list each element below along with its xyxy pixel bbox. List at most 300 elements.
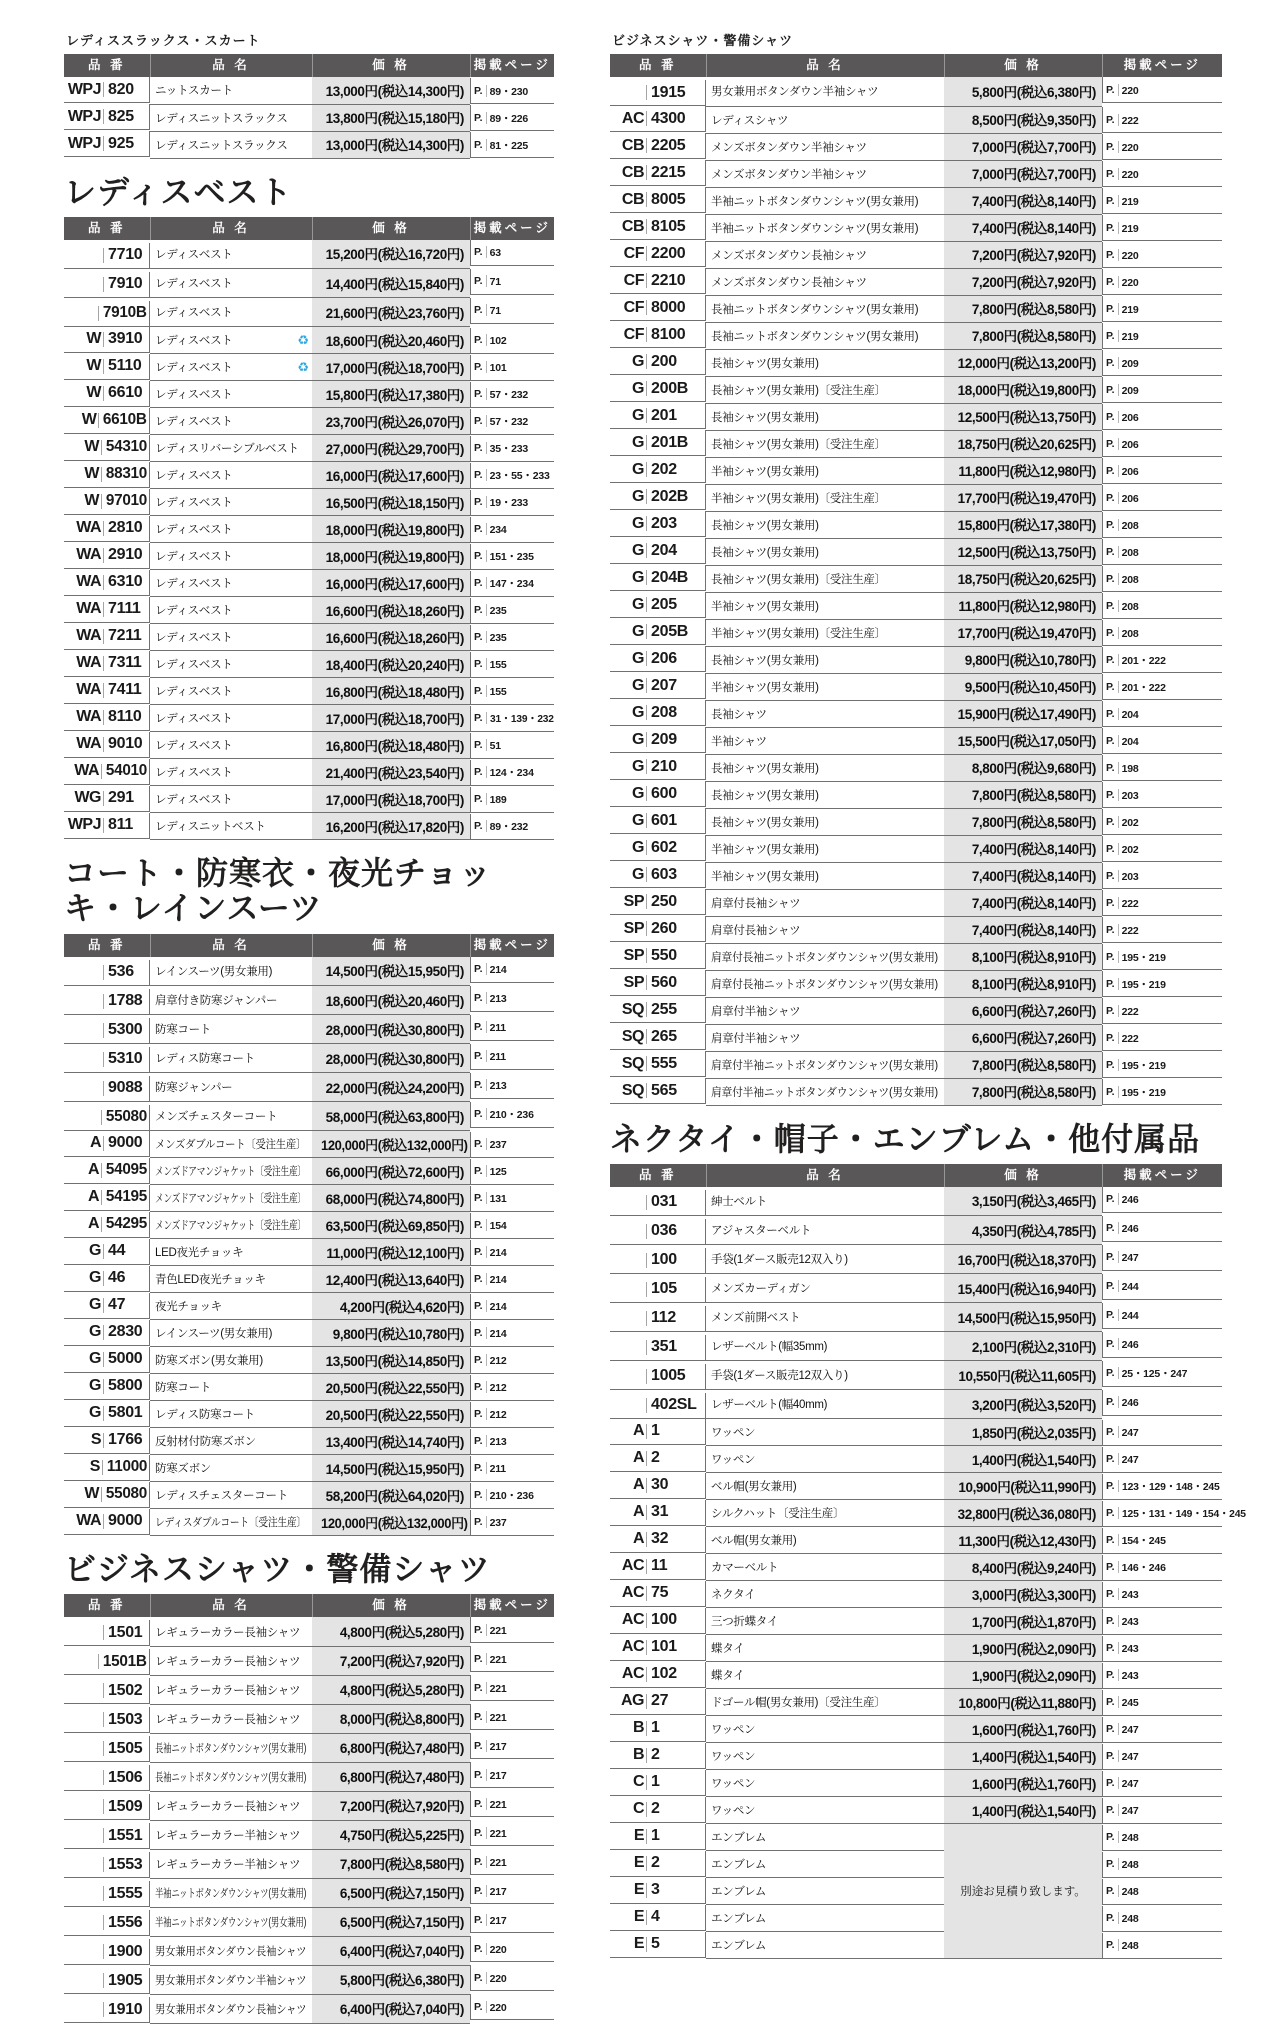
item-price: 17,000円(税込18,700円) [325, 711, 464, 727]
page-ref-cell [1102, 1879, 1222, 1905]
item-name-cell [706, 592, 944, 619]
page-divider [486, 1273, 487, 1285]
item-code-number: 75 [651, 1584, 669, 1602]
item-name: レディスベスト [155, 632, 233, 645]
code-divider [646, 1029, 647, 1044]
page-ref-label: P. [1106, 464, 1115, 477]
page-ref-cell [470, 269, 554, 295]
page-ref-label: P. [1106, 1280, 1115, 1293]
code-divider [103, 1352, 104, 1367]
item-price: 5,800円(税込6,380円) [339, 1973, 464, 1989]
item-code-cell [610, 1527, 706, 1553]
item-code-cell [64, 131, 150, 157]
item-code-number: 1556 [108, 1913, 143, 1931]
table-row [610, 727, 1222, 754]
table-row [64, 1646, 554, 1675]
item-code-prefix: AC [621, 1611, 644, 1629]
page-divider [1118, 411, 1119, 423]
item-code-cell [610, 592, 706, 618]
page-divider [1118, 978, 1119, 990]
item-code-cell [64, 1131, 150, 1157]
item-code-cell [64, 597, 150, 623]
item-name-cell [150, 1820, 312, 1849]
page-ref-cell [1102, 1744, 1222, 1770]
table-row [610, 1078, 1222, 1105]
item-name: 長袖ニットボタンダウンシャツ(男女兼用) [711, 330, 919, 343]
item-code-cell [610, 187, 706, 213]
table-row [610, 1743, 1222, 1770]
item-price-cell [312, 1131, 470, 1158]
page-divider [1118, 1396, 1119, 1408]
table-row [610, 1905, 1222, 1932]
table-row [610, 1824, 1222, 1851]
page-ref-numbers: 247 [1121, 1805, 1139, 1818]
item-code-cell [64, 1678, 150, 1704]
item-name-cell [706, 1216, 944, 1245]
item-name-cell [150, 1455, 312, 1482]
page-ref-cell [1102, 647, 1222, 673]
item-code-prefix: AC [621, 109, 644, 127]
item-name-cell [706, 160, 944, 187]
item-price: 7,000円(税込7,700円) [971, 167, 1096, 182]
item-price: 10,800円(税込11,880円) [958, 1695, 1096, 1711]
item-code-number: 601 [651, 811, 677, 829]
item-code-number: 260 [651, 919, 677, 937]
page-ref-cell [1102, 917, 1222, 943]
page-divider [1118, 1480, 1119, 1492]
code-divider [103, 737, 104, 752]
item-code-prefix: C [632, 1773, 644, 1791]
price-table [610, 54, 1222, 1106]
item-price: 3,200円(税込3,520円) [971, 1397, 1096, 1413]
table-row [64, 489, 554, 516]
item-name: 手袋(1ダース販売12双入り) [711, 1370, 848, 1383]
table-row [610, 349, 1222, 376]
page-divider [486, 139, 487, 151]
table-row [610, 1932, 1222, 1959]
page-ref-numbers: 209 [1121, 357, 1139, 370]
item-price: 7,400円(税込8,140円) [971, 896, 1096, 911]
table-row [64, 1849, 554, 1878]
page-divider [1118, 654, 1119, 666]
page-ref-numbers: 212 [489, 1409, 507, 1422]
column-header-item-code: 品 番 [64, 1594, 150, 1617]
item-code-cell [610, 1393, 706, 1419]
table-row [610, 430, 1222, 457]
item-name: レディスチェスターコート [155, 1490, 288, 1503]
item-price: 14,500円(税込15,950円) [325, 1461, 464, 1477]
page-ref-label: P. [1106, 83, 1115, 96]
page-ref-cell [1102, 215, 1222, 241]
page-ref-numbers: 247 [1121, 1778, 1139, 1791]
page-ref-numbers: 247 [1121, 1427, 1139, 1440]
page-ref-cell [1102, 1501, 1246, 1527]
item-name-cell [706, 862, 944, 889]
page-ref-cell [1102, 1609, 1222, 1635]
item-code-cell [610, 943, 706, 969]
code-divider [103, 2002, 104, 2017]
item-price-cell [944, 1274, 1102, 1303]
page-ref-cell [470, 1965, 554, 1991]
item-price-cell [944, 295, 1102, 322]
column-header-item-name: 品 名 [150, 54, 312, 77]
table-row [64, 327, 554, 354]
page-ref-cell [470, 382, 554, 408]
item-code-number: 6610B [103, 411, 148, 429]
page-divider [1118, 735, 1119, 747]
item-price-cell [944, 1303, 1102, 1332]
column-header-page: 掲載ページ [470, 217, 554, 240]
item-price: 7,800円(税込8,580円) [339, 1857, 464, 1873]
item-code-prefix: G [632, 730, 644, 748]
code-divider [646, 327, 647, 342]
page-ref-label: P. [474, 111, 483, 124]
code-divider [646, 85, 647, 100]
item-price: 23,700円(税込26,070円) [325, 414, 464, 430]
code-divider [103, 710, 104, 725]
code-divider [646, 1002, 647, 1017]
item-code-cell [64, 1881, 150, 1907]
item-name: 長袖シャツ(男女兼用)〔受注生産〕 [711, 573, 886, 586]
item-price: 別途お見積り致します。 [960, 1886, 1086, 1899]
item-code-prefix: WA [76, 519, 101, 537]
page-ref-cell [1102, 971, 1222, 997]
item-price-cell [944, 916, 1102, 943]
item-name-cell [150, 1617, 312, 1646]
item-price-cell [944, 133, 1102, 160]
item-price: 20,500円(税込22,550円) [325, 1380, 464, 1396]
item-name: 肩章付長袖ニットボタンダウンシャツ(男女兼用) [711, 951, 938, 964]
page-ref-label: P. [1106, 329, 1115, 342]
item-code-prefix: G [632, 406, 644, 424]
item-name-cell [706, 1905, 944, 1932]
code-divider [103, 1023, 104, 1038]
item-price: 1,600円(税込1,760円) [971, 1722, 1096, 1738]
item-price: 8,100円(税込8,910円) [971, 977, 1096, 992]
item-name: 半袖シャツ(男女兼用) [711, 870, 819, 883]
page-divider [1118, 1426, 1119, 1438]
item-price-cell [944, 808, 1102, 835]
code-divider [646, 1910, 647, 1925]
item-code-cell [64, 1707, 150, 1733]
code-divider [98, 306, 99, 321]
table-row [64, 1994, 554, 2023]
item-name: レディスニットスラックス [155, 139, 288, 152]
page-ref-numbers: 202 [1121, 843, 1139, 856]
page-divider [1118, 1032, 1119, 1044]
page-divider [486, 2001, 487, 2013]
table-row [610, 1332, 1222, 1361]
item-name: 長袖ニットボタンダウンシャツ(男女兼用) [155, 1742, 307, 1755]
page-ref-numbers: 125 [489, 1166, 507, 1179]
page-ref-numbers: 214 [489, 1247, 507, 1260]
code-divider [103, 1712, 104, 1727]
item-price-cell [944, 430, 1102, 457]
item-code-number: 7710 [108, 246, 143, 264]
item-name-cell [706, 1419, 944, 1446]
table-row [64, 1455, 554, 1482]
item-name-cell [150, 269, 312, 298]
item-code-cell [610, 970, 706, 996]
page-ref-numbers: 246 [1121, 1397, 1139, 1410]
page-ref-cell [470, 760, 554, 786]
code-divider [103, 1379, 104, 1394]
item-price: 7,400円(税込8,140円) [971, 869, 1096, 884]
page-ref-numbers: 213 [489, 1080, 507, 1093]
page-divider [486, 496, 487, 508]
table-row [64, 543, 554, 570]
page-divider [1118, 168, 1119, 180]
table-row [610, 1581, 1222, 1608]
page-divider [486, 1435, 487, 1447]
item-code-cell [64, 1047, 150, 1073]
item-code-cell [64, 1455, 150, 1481]
item-price-cell [312, 1849, 470, 1878]
code-divider [103, 1514, 104, 1529]
page-divider [486, 577, 487, 589]
item-code-prefix: W [84, 1485, 99, 1503]
item-name: 反射材付防寒ズボン [155, 1436, 256, 1449]
page-ref-label: P. [1106, 896, 1115, 909]
item-price: 6,800円(税込7,480円) [339, 1741, 464, 1757]
item-code-cell [64, 243, 150, 269]
item-name: メンズチェスターコート [155, 1111, 278, 1124]
page-ref-numbers: 243 [1121, 1616, 1139, 1629]
item-code-cell [64, 104, 150, 130]
page-ref-label: P. [474, 2000, 483, 2013]
table-row [64, 570, 554, 597]
item-price: 13,800円(税込15,180円) [325, 111, 464, 126]
item-name-cell [150, 786, 312, 813]
item-name-cell [706, 511, 944, 538]
table-row [64, 1482, 554, 1509]
table-row [64, 813, 554, 840]
column-header-item-code: 品 番 [610, 1164, 706, 1187]
code-divider [101, 494, 102, 509]
item-name: レディスリバーシブルベスト [155, 443, 299, 456]
page-ref-numbers: 234 [489, 524, 507, 537]
item-code-cell [610, 646, 706, 672]
item-price: 11,800円(税込12,980円) [958, 599, 1096, 614]
page-ref-numbers: 211 [489, 1051, 506, 1064]
item-code-cell [64, 1997, 150, 2023]
page-ref-numbers: 151・235 [489, 551, 534, 564]
page-divider [486, 658, 487, 670]
page-ref-numbers: 63 [489, 247, 501, 260]
table-row [64, 298, 554, 327]
item-name: レギュラーカラー長袖シャツ [155, 1655, 301, 1668]
item-name-cell [706, 1689, 944, 1716]
table-row [64, 1617, 554, 1646]
item-price-cell [944, 1361, 1102, 1390]
item-code-prefix: AC [621, 1557, 644, 1575]
page-ref-numbers: 217 [489, 1740, 507, 1753]
page-divider [486, 469, 487, 481]
item-code-cell [610, 1190, 706, 1216]
item-code-number: 9010 [108, 735, 143, 753]
item-name-cell [150, 705, 312, 732]
code-divider [101, 764, 102, 779]
item-code-cell [64, 1374, 150, 1400]
page-ref-label: P. [474, 1681, 483, 1694]
item-code-number: 3 [651, 1881, 660, 1899]
item-code-cell [64, 1482, 150, 1508]
item-name: 半袖シャツ(男女兼用)〔受注生産〕 [711, 492, 886, 505]
column-header-item-code: 品 番 [64, 54, 150, 77]
code-divider [646, 1721, 647, 1736]
item-code-cell [610, 1364, 706, 1390]
item-price-cell [312, 1044, 470, 1073]
item-name-cell [706, 349, 944, 376]
page-ref-cell [470, 1994, 554, 2020]
page-ref-cell [1102, 863, 1222, 889]
item-code-prefix: WA [74, 762, 99, 780]
item-price-cell [944, 1824, 1102, 1959]
item-code-number: 8105 [651, 217, 686, 235]
page-ref-cell [470, 1267, 554, 1293]
item-code-prefix: CF [623, 298, 644, 316]
item-code-cell [64, 705, 150, 731]
item-code-cell [610, 214, 706, 240]
page-ref-label: P. [474, 793, 483, 806]
item-name-cell [150, 732, 312, 759]
item-price-cell [944, 322, 1102, 349]
item-price: 22,000円(税込24,200円) [325, 1080, 464, 1096]
item-code-cell [610, 835, 706, 861]
item-code-number: 5300 [108, 1021, 143, 1039]
page-ref-cell [1102, 1216, 1222, 1242]
page-ref-numbers: 220 [1121, 249, 1139, 262]
item-price-cell [944, 1078, 1102, 1105]
item-code-cell [610, 1248, 706, 1274]
item-name: 肩章付半袖シャツ [711, 1032, 801, 1045]
item-price: 18,400円(税込20,240円) [325, 657, 464, 673]
page-divider [1118, 627, 1119, 639]
item-price: 20,500円(税込22,550円) [325, 1407, 464, 1423]
page-ref-cell [470, 1321, 554, 1347]
page-divider [486, 1246, 487, 1258]
item-name: 肩章付半袖ニットボタンダウンシャツ(男女兼用) [711, 1059, 938, 1072]
item-code-prefix: E [633, 1935, 644, 1953]
table-row [610, 511, 1222, 538]
code-divider [101, 467, 102, 482]
page-divider [1118, 1669, 1119, 1681]
page-ref-label: P. [474, 388, 483, 401]
item-code-cell [64, 1401, 150, 1427]
code-divider [646, 813, 647, 828]
item-name: レディス防寒コート [155, 1409, 255, 1422]
item-code-cell [610, 457, 706, 483]
table-row [64, 131, 554, 158]
item-name: レディスベスト [155, 524, 233, 537]
page-ref-label: P. [1106, 1858, 1115, 1871]
item-code-prefix: CF [623, 244, 644, 262]
item-price: 16,000円(税込17,600円) [325, 576, 464, 592]
item-name-cell [150, 354, 312, 381]
item-code-cell [64, 1794, 150, 1820]
item-code-number: 105 [651, 1280, 677, 1298]
page-ref-label: P. [1106, 1723, 1115, 1736]
item-name-cell [150, 1131, 312, 1158]
page-ref-numbers: 219 [1121, 303, 1139, 316]
item-price-cell [312, 705, 470, 732]
page-divider [486, 1972, 487, 1984]
item-price: 18,000円(税込19,800円) [957, 383, 1096, 398]
page-divider [486, 1624, 487, 1636]
page-ref-numbers: 221 [489, 1682, 507, 1695]
page-divider [486, 1300, 487, 1312]
item-code-cell [64, 327, 150, 353]
item-code-number: 207 [651, 676, 677, 694]
item-price-cell [944, 457, 1102, 484]
item-price: 17,000円(税込18,700円) [325, 360, 464, 376]
page-ref-label: P. [1106, 1396, 1115, 1409]
item-price-cell [312, 1791, 470, 1820]
page-ref-cell [1102, 1361, 1222, 1387]
page-divider [486, 1079, 487, 1091]
item-code-number: 7211 [108, 627, 142, 645]
item-name-cell [150, 1239, 312, 1266]
item-price: 9,800円(税込10,780円) [964, 653, 1096, 668]
item-code-cell [64, 1736, 150, 1762]
item-code-prefix: WPJ [67, 816, 101, 834]
page-ref-cell [1102, 1582, 1222, 1608]
item-name: レディスベスト [155, 686, 233, 699]
item-price-cell [312, 1455, 470, 1482]
page-divider [1118, 708, 1119, 720]
item-code-prefix: AC [621, 1665, 644, 1683]
code-divider [646, 1640, 647, 1655]
item-code-prefix: WPJ [67, 80, 101, 98]
code-divider [103, 359, 104, 374]
item-name-cell [706, 1797, 944, 1824]
item-price: 7,200円(税込7,920円) [339, 1799, 464, 1815]
item-code-cell [64, 301, 150, 327]
page-divider [1118, 1534, 1119, 1546]
item-name-cell [150, 1878, 312, 1907]
item-code-prefix: WA [76, 600, 101, 618]
table-header-row [64, 217, 554, 240]
item-name-cell [706, 808, 944, 835]
item-code-number: 8005 [651, 190, 686, 208]
code-divider [646, 651, 647, 666]
code-divider [646, 1451, 647, 1466]
page-ref-label: P. [1106, 1085, 1115, 1098]
price-table [64, 217, 554, 841]
item-name: レギュラーカラー長袖シャツ [155, 1713, 301, 1726]
page-ref-cell [470, 240, 554, 266]
page-ref-numbers: 209 [1121, 384, 1139, 397]
item-price-cell [944, 1527, 1102, 1554]
page-ref-label: P. [1106, 194, 1115, 207]
item-code-number: 101 [651, 1638, 677, 1656]
page-ref-numbers: 217 [489, 1769, 507, 1782]
page-ref-label: P. [1106, 167, 1115, 180]
item-price-cell [312, 1820, 470, 1849]
page-divider [1118, 195, 1119, 207]
page-ref-label: P. [474, 496, 483, 509]
item-name: 長袖シャツ(男女兼用) [711, 519, 819, 532]
item-price: 6,500円(税込7,150円) [339, 1886, 464, 1902]
item-name: レディスダブルコート〔受注生産〕 [155, 1517, 306, 1530]
page-divider [1118, 222, 1119, 234]
item-price: 7,800円(税込8,580円) [971, 788, 1096, 803]
item-name: レディスベスト [155, 416, 233, 429]
item-price: 27,000円(税込29,700円) [325, 441, 464, 457]
page-ref-numbers: 35・233 [489, 443, 529, 456]
code-divider [646, 1311, 647, 1326]
page-ref-label: P. [1106, 221, 1115, 234]
